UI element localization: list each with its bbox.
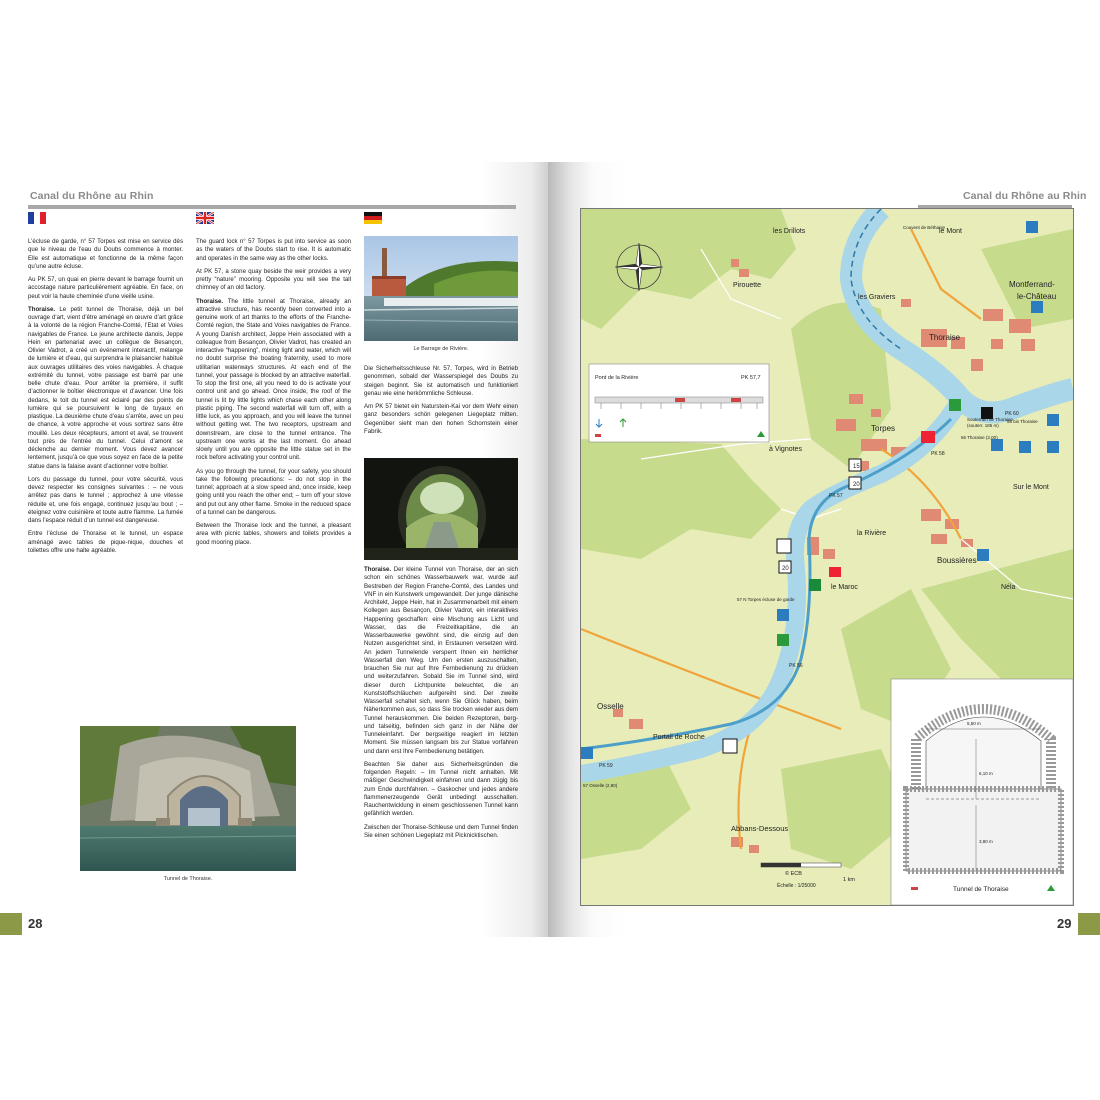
map-label: 57 N Torpes écluse de garde — [737, 597, 795, 602]
right-page-number: 29 — [1057, 916, 1072, 931]
tunnel-inset-title: Tunnel de Thoraise — [953, 886, 1009, 893]
left-page-header: Canal du Rhône au Rhin — [30, 190, 154, 202]
tunnel-width-label: 5,50 m — [967, 721, 981, 726]
paragraph: Beachten Sie daher aus Sicherheitsgründen die folgenden Regeln: – Im Tunnel nicht anhalten. Mit mäßiger Geschwindigkeit einfahren und dann zügig bis zum Ende durchfahren. – Gaskocher und jedes andere flammenerzeugende Gerät unbedingt ausschalten. Rauchentwicklung in einem geschlossenen Tunnel kann gefährlich werden. — [364, 760, 518, 818]
french-flag-icon — [28, 212, 46, 224]
map-label: PK 58 — [931, 451, 945, 457]
paragraph: L’écluse de garde, n° 57 Torpes est mise en service dès que le niveau de l’eau du Doubs commence à monter. Elle est automatique et fonctionne de la même façon qu’une autre écluse. — [28, 238, 183, 270]
paragraph: Au PK 57, un quai en pierre devant le barrage fournit un accostage nature particulièrement agréable. En face, on peut voir la haute cheminée d’une vieille usine. — [28, 276, 183, 300]
german-flag-icon — [364, 212, 382, 224]
english-text-column — [196, 238, 351, 552]
uk-flag-icon — [196, 212, 214, 224]
right-page-header: Canal du Rhône au Rhin — [963, 190, 1087, 202]
paragraph: Thoraise. Le petit tunnel de Thoraise, déjà un bel ouvrage d’art, vient d’être aménagé en œuvre d’art grâce à la volonté de la région Franche-Comté, l’Etat et Voies navigables de France. Le jeune architecte danois, Jeppe Hein en partenariat avec un collègue de Besançon, Olivier Vadrot, a créé un événement interactif, mélange de lumière et d’eau, qui surprendra le plaisancier habitué aux ouvrages utilitaires des voies navigables. À chaque extrémité du tunnel, votre passage est barré par une belle chute d’eau. Pour arrêter la première, il suffit d’actionner le boîtier électronique et d’avancer. Une fois dedans, le toit du tunnel est éclairé par des points de lumière qui se poursuivent le long de tuyaux en plastique. La deuxième chute d’eau s’arrête, avec un peu de chance, à votre approche et vous sortirez sans être mouillé. Les deux récepteurs, amont et aval, se trouvent tout près de l’entrée du tunnel. Celui d’amont se déclenche au dernier moment. Vous devez avancer lentement, jusqu’à ce que vous soyez en face de la petite statue dans la falaise avant d’actionner votre boîtier. — [28, 305, 183, 470]
map-label: PK 56 — [789, 663, 803, 669]
paragraph: As you go through the tunnel, for your safety, you should take the following precautions: – do not stop in the tunnel; approach at a slow speed and, once inside, keep going until you reach the other end; – turn off your stove and put out any other flame. Smoke in the reduced space of a tunnel can be dangerous. — [196, 467, 351, 516]
map-scale: Échelle : 1/25000 — [777, 883, 816, 889]
tunnel-interior-photo — [364, 458, 518, 560]
paragraph: Entre l’écluse de Thoraise et le tunnel, un espace aménagé avec tables de pique-nique, douches et toilettes offre une halte agréable. — [28, 530, 183, 554]
map-label: PK 57 — [829, 493, 843, 499]
german-text-column-top — [364, 365, 518, 441]
map-label: 56 Thoraise (2,00) — [961, 435, 998, 440]
map-label: le-Château — [1017, 292, 1057, 301]
map-label: Montferrand- — [1009, 280, 1055, 289]
map-label: Souterrain de Thoraise — [967, 417, 1013, 422]
german-text-column — [364, 566, 518, 845]
map-label: PK 59 — [599, 763, 613, 769]
map-label: Abbans-Dessous — [731, 824, 789, 833]
paragraph: Am PK 57 bietet ein Naturstein-Kai vor dem Wehr einen ganz besonders schön gelegenen Liegeplatz mitten. Gegenüber sieht man den hohen Schornstein einer Fabrik. — [364, 403, 518, 435]
french-text-column — [28, 238, 183, 560]
tunnel-height-label: 3,80 m — [979, 839, 993, 844]
map-label: Thoraise — [929, 333, 961, 342]
map-label: à Vignotes — [769, 446, 802, 453]
left-page-tab — [0, 913, 22, 935]
map-scale-km: 1 km — [843, 877, 855, 883]
map-label: Boussières — [937, 556, 977, 565]
paragraph: Lors du passage du tunnel, pour votre sécurité, vous devez respecter les consignes suivantes : – ne vous arrêtez pas dans le tunnel ; approchez à une vitesse réduite et, une fois engagé, continuez jusqu’au bout ; – éteignez votre cuisinière et toute autre flamme. La fumée dans l’espace réduit d’un tunnel est dangereuse. — [28, 475, 183, 524]
map-label: 57 Osselle (2,80) — [583, 783, 618, 788]
map-label: le Mont — [939, 228, 962, 235]
tunnel-entrance-photo — [80, 726, 296, 871]
barrage-caption: Le Barrage de Rivière. — [413, 346, 469, 352]
map-label: 15 — [853, 464, 860, 470]
paragraph: Between the Thoraise lock and the tunnel, a pleasant area with picnic tables, showers and toilets provides a good mooring place. — [196, 522, 351, 546]
tunnel-caption: Tunnel de Thoraise. — [163, 876, 213, 882]
bridge-inset-pk: PK 57,7 — [741, 375, 761, 381]
barrage-photo — [364, 236, 518, 341]
map-label: PK 60 — [1005, 411, 1019, 417]
right-page-tab — [1078, 913, 1100, 935]
map-label: Portail de Roche — [653, 734, 705, 741]
paragraph: The guard lock n° 57 Torpes is put into service as soon as the waters of the Doubs start to rise. It is automatic and operates in the same way as the other locks. — [196, 238, 351, 262]
paragraph: Thoraise. Der kleine Tunnel von Thoraise, der an sich schon ein schönes Wasserbauwerk war, wurde auf Bestreben der Region Franche-Comté, des Landes und VNF in ein Kunstwerk umgewandelt. Der junge dänische Architekt, Jeppe Hein, hat in Zusammenarbeit mit einem Kollegen aus Besançon, Olivier Vadrot, ein interaktives Happening geschaffen: eine Mischung aus Licht und Wasser, das die Freizeitkapitäne, die an Wasserbauwerke gewöhnt sind, die einzig auf den Nutzen ausgerichtet sind, in Erstaunen versetzen wird. An jedem Tunnelende versperrt Ihnen ein herrlicher Wasserfall den Weg. Um den ersten auszuschalten, brauchen Sie nur auf Ihre Fernbedienung zu drücken und weiterzufahren. Sobald Sie im Tunnel sind, wird dieser durch Lichtpunkte beleuchtet, die an Kunststoffschläuchen aufgereiht sind. Der zweite Wasserfall schaltet sich, wenn Sie Glück haben, beim Näherkommen aus, so dass Sie trocken wieder aus dem Tunnel herauskommen. Die beiden Rezeptoren, berg- und talseitig, befinden sich ganz in der Nähe der Tunneleinfahrt. Der bergseitige reagiert im letzten Moment. Sie müssen langsam bis zur Statue vorfahren und dann erst Ihre Fernbedienung betätigen. — [364, 566, 518, 755]
map-label: 20 — [782, 566, 789, 572]
map-label: Néla — [1001, 584, 1016, 591]
map-label: le Maroc — [831, 584, 858, 591]
map-label: Pirouette — [733, 282, 762, 289]
map-label: Osselle — [597, 702, 624, 711]
paragraph: Die Sicherheitsschleuse Nr. 57, Torpes, wird in Betrieb genommen, sobald der Wasserspiegel des Doubs zu steigen beginnt. Sie ist automatisch und funktioniert genau wie eine herkömmliche Schleuse. — [364, 365, 518, 397]
map-copyright: © ECB — [785, 871, 802, 877]
map-label: les Graviers — [858, 294, 896, 301]
map-label: 58 bis Thoraise — [1007, 419, 1038, 424]
map-label: la Rivière — [857, 530, 887, 537]
left-page-number: 28 — [28, 916, 43, 931]
canal-map — [580, 208, 1074, 906]
map-label: 20 — [853, 482, 860, 488]
paragraph: Thoraise. The little tunnel at Thoraise, already an attractive structure, has recently been converted into a genuine work of art thanks to the efforts of the Franche-Comté region, the State and Voies navigables de France. A young Danish architect, Jeppe Hein associated with a colleague from Besançon, Olivier Vadrot, has created an interactive “happening”, mixing light and water, which will no doubt surprise the boating fraternity, used to more utilitarian waterways structures. At each end of the tunnel, your passage is blocked by an attractive waterfall. To stop the first one, all you need to do is activate your control unit and go ahead. Once inside, the roof of the tunnel is lit by little lights which chase each other along plastic piping. The second waterfall will turn off, with a little luck, as you approach, and you will leave the tunnel without getting wet. The two receptors, upstream and downstream, are close to the tunnel entrance. The upstream one works at the last moment. Go ahead slowly until you are opposite the little statue set in the rock before activating your control unit. — [196, 297, 351, 462]
map-label: Torpes — [871, 424, 896, 433]
map-label: (souterr. 185 m) — [967, 423, 999, 428]
map-label: les Drillots — [773, 228, 806, 235]
map-label: Sur le Mont — [1013, 484, 1049, 491]
paragraph: At PK 57, a stone quay beside the weir provides a very pretty “nature” mooring. Opposite you will see the tall chimney of an old factory. — [196, 267, 351, 292]
bridge-inset-title: Pont de la Rivière — [595, 375, 639, 381]
tunnel-height-label: 6,10 m — [979, 771, 993, 776]
map-label: Couvent de Béthanie — [903, 225, 946, 230]
left-header-rule — [28, 205, 516, 209]
paragraph: Zwischen der Thoraise-Schleuse und dem Tunnel finden Sie einen schönen Liegeplatz mit Picknicktischen. — [364, 823, 518, 839]
